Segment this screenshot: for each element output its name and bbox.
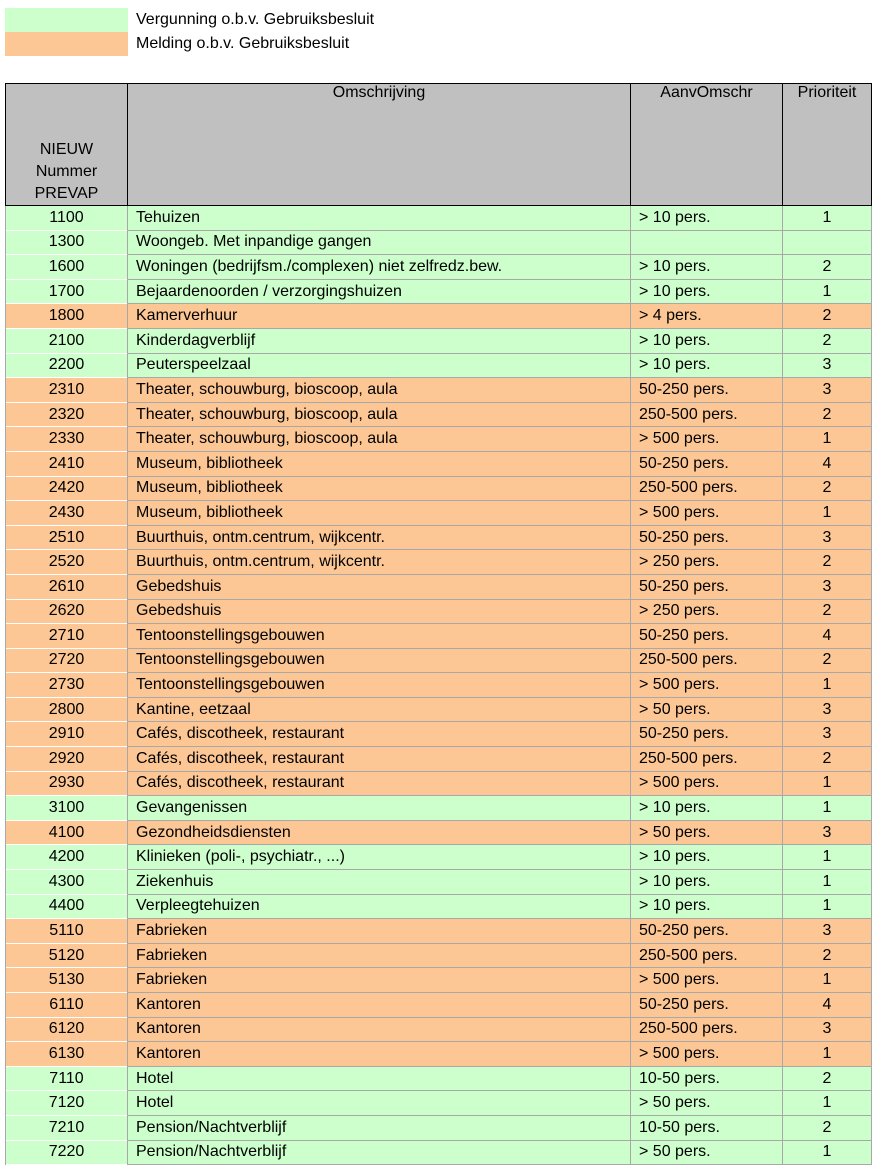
cell-nummer: 7210: [6, 1115, 128, 1140]
legend-row-melding: [5, 32, 374, 56]
cell-omschrijving: Woongeb. Met inpandige gangen: [128, 230, 631, 255]
cell-aanvomschr: > 50 pers.: [631, 1140, 783, 1165]
cell-prioriteit: 2: [783, 255, 872, 280]
cell-omschrijving: Peuterspeelzaal: [128, 353, 631, 378]
cell-prioriteit: 1: [783, 673, 872, 698]
cell-aanvomschr: > 10 pers.: [631, 279, 783, 304]
cell-prioriteit: 3: [783, 820, 872, 845]
cell-prioriteit: 3: [783, 919, 872, 944]
cell-omschrijving: Gebedshuis: [128, 599, 631, 624]
cell-omschrijving: Buurthuis, ontm.centrum, wijkcentr.: [128, 550, 631, 575]
cell-nummer: 2410: [6, 451, 128, 476]
header-nummer: [6, 84, 128, 206]
table-row: [6, 550, 872, 575]
cell-omschrijving: Kantoren: [128, 993, 631, 1018]
cell-nummer: 5110: [6, 919, 128, 944]
cell-aanvomschr: > 250 pers.: [631, 599, 783, 624]
table-row: [6, 820, 872, 845]
cell-prioriteit: 3: [783, 525, 872, 550]
cell-nummer: 2910: [6, 722, 128, 747]
cell-prioriteit: 3: [783, 574, 872, 599]
cell-prioriteit: 2: [783, 328, 872, 353]
cell-nummer: 1800: [6, 304, 128, 329]
cell-nummer: 4200: [6, 845, 128, 870]
cell-nummer: 2710: [6, 624, 128, 649]
cell-omschrijving: Gezondheidsdiensten: [128, 820, 631, 845]
cell-aanvomschr: > 50 pers.: [631, 697, 783, 722]
table-row: [6, 599, 872, 624]
cell-nummer: 6120: [6, 1017, 128, 1042]
cell-prioriteit: [783, 230, 872, 255]
table-row: [6, 968, 872, 993]
cell-aanvomschr: > 10 pers.: [631, 255, 783, 280]
cell-aanvomschr: 250-500 pers.: [631, 747, 783, 772]
cell-prioriteit: 2: [783, 599, 872, 624]
cell-omschrijving: Kamerverhuur: [128, 304, 631, 329]
table-row: [6, 402, 872, 427]
cell-omschrijving: Tentoonstellingsgebouwen: [128, 624, 631, 649]
cell-prioriteit: 3: [783, 378, 872, 403]
cell-prioriteit: 2: [783, 747, 872, 772]
table-row: [6, 673, 872, 698]
cell-prioriteit: 3: [783, 353, 872, 378]
table-row: [6, 574, 872, 599]
cell-aanvomschr: 250-500 pers.: [631, 648, 783, 673]
cell-omschrijving: Kantine, eetzaal: [128, 697, 631, 722]
cell-prioriteit: 1: [783, 206, 872, 231]
table-row: [6, 378, 872, 403]
cell-omschrijving: Tentoonstellingsgebouwen: [128, 673, 631, 698]
cell-prioriteit: 2: [783, 550, 872, 575]
table-row: [6, 206, 872, 231]
cell-omschrijving: Verpleegtehuizen: [128, 894, 631, 919]
cell-omschrijving: Fabrieken: [128, 943, 631, 968]
cell-aanvomschr: 250-500 pers.: [631, 943, 783, 968]
header-nummer-line1: NIEUW: [39, 141, 94, 158]
cell-aanvomschr: 10-50 pers.: [631, 1115, 783, 1140]
table-row: [6, 328, 872, 353]
cell-prioriteit: 1: [783, 1140, 872, 1165]
table-row: [6, 1140, 872, 1165]
cell-aanvomschr: > 10 pers.: [631, 796, 783, 821]
cell-omschrijving: Cafés, discotheek, restaurant: [128, 771, 631, 796]
cell-omschrijving: Theater, schouwburg, bioscoop, aula: [128, 427, 631, 452]
table-row: [6, 451, 872, 476]
cell-prioriteit: 1: [783, 427, 872, 452]
cell-prioriteit: 1: [783, 870, 872, 895]
cell-nummer: 6110: [6, 993, 128, 1018]
cell-omschrijving: Bejaardenoorden / verzorgingshuizen: [128, 279, 631, 304]
table-row: [6, 1115, 872, 1140]
table-row: [6, 476, 872, 501]
table-row: [6, 845, 872, 870]
cell-omschrijving: Klinieken (poli-, psychiatr., ...): [128, 845, 631, 870]
cell-omschrijving: Museum, bibliotheek: [128, 451, 631, 476]
cell-omschrijving: Ziekenhuis: [128, 870, 631, 895]
cell-nummer: 2930: [6, 771, 128, 796]
cell-prioriteit: 1: [783, 501, 872, 526]
table-row: [6, 993, 872, 1018]
cell-nummer: 7220: [6, 1140, 128, 1165]
cell-omschrijving: Museum, bibliotheek: [128, 501, 631, 526]
legend: [5, 8, 374, 56]
cell-aanvomschr: 50-250 pers.: [631, 574, 783, 599]
cell-aanvomschr: 50-250 pers.: [631, 919, 783, 944]
cell-prioriteit: 4: [783, 451, 872, 476]
cell-prioriteit: 4: [783, 624, 872, 649]
table-row: [6, 353, 872, 378]
cell-omschrijving: Woningen (bedrijfsm./complexen) niet zelfredz.bew.: [128, 255, 631, 280]
cell-prioriteit: 2: [783, 1066, 872, 1091]
cell-omschrijving: Hotel: [128, 1091, 631, 1116]
cell-nummer: 2200: [6, 353, 128, 378]
cell-omschrijving: Museum, bibliotheek: [128, 476, 631, 501]
cell-omschrijving: Kantoren: [128, 1017, 631, 1042]
table-row: [6, 722, 872, 747]
cell-aanvomschr: 250-500 pers.: [631, 476, 783, 501]
header-prioriteit: Prioriteit: [783, 84, 872, 206]
table-row: [6, 870, 872, 895]
legend-swatch-vergunning: [5, 8, 128, 32]
legend-label-vergunning: Vergunning o.b.v. Gebruiksbesluit: [136, 11, 375, 28]
legend-swatch-melding: [5, 32, 128, 56]
table-row: [6, 501, 872, 526]
cell-aanvomschr: > 10 pers.: [631, 353, 783, 378]
table-row: [6, 1066, 872, 1091]
cell-nummer: 4100: [6, 820, 128, 845]
cell-nummer: 7110: [6, 1066, 128, 1091]
table-row: [6, 427, 872, 452]
cell-nummer: 5120: [6, 943, 128, 968]
legend-label-melding: Melding o.b.v. Gebruiksbesluit: [136, 35, 350, 52]
header-nummer-line3: PREVAP: [34, 185, 99, 202]
cell-aanvomschr: > 500 pers.: [631, 1042, 783, 1067]
cell-aanvomschr: 250-500 pers.: [631, 402, 783, 427]
cell-prioriteit: 3: [783, 697, 872, 722]
cell-prioriteit: 2: [783, 304, 872, 329]
cell-aanvomschr: 10-50 pers.: [631, 1066, 783, 1091]
cell-omschrijving: Cafés, discotheek, restaurant: [128, 722, 631, 747]
cell-omschrijving: Theater, schouwburg, bioscoop, aula: [128, 402, 631, 427]
cell-prioriteit: 2: [783, 1115, 872, 1140]
cell-nummer: 2320: [6, 402, 128, 427]
cell-omschrijving: Kinderdagverblijf: [128, 328, 631, 353]
cell-nummer: 5130: [6, 968, 128, 993]
cell-prioriteit: 4: [783, 993, 872, 1018]
table-row: [6, 279, 872, 304]
cell-aanvomschr: 50-250 pers.: [631, 624, 783, 649]
legend-row-vergunning: [5, 8, 374, 32]
cell-nummer: 2620: [6, 599, 128, 624]
cell-aanvomschr: > 500 pers.: [631, 673, 783, 698]
prevap-table: [5, 83, 872, 1165]
cell-nummer: 2610: [6, 574, 128, 599]
cell-nummer: 2420: [6, 476, 128, 501]
cell-aanvomschr: > 500 pers.: [631, 968, 783, 993]
cell-prioriteit: 1: [783, 796, 872, 821]
cell-prioriteit: 3: [783, 1017, 872, 1042]
cell-aanvomschr: 50-250 pers.: [631, 378, 783, 403]
cell-aanvomschr: 50-250 pers.: [631, 525, 783, 550]
table-row: [6, 943, 872, 968]
cell-omschrijving: Fabrieken: [128, 919, 631, 944]
cell-prioriteit: 2: [783, 402, 872, 427]
cell-prioriteit: 2: [783, 943, 872, 968]
table-row: [6, 230, 872, 255]
cell-nummer: 2430: [6, 501, 128, 526]
cell-omschrijving: Pension/Nachtverblijf: [128, 1115, 631, 1140]
cell-nummer: 7120: [6, 1091, 128, 1116]
cell-aanvomschr: > 4 pers.: [631, 304, 783, 329]
cell-aanvomschr: 250-500 pers.: [631, 1017, 783, 1042]
cell-nummer: 2510: [6, 525, 128, 550]
header-omschrijving: Omschrijving: [128, 84, 631, 206]
cell-omschrijving: Tehuizen: [128, 206, 631, 231]
table-row: [6, 697, 872, 722]
cell-nummer: 1700: [6, 279, 128, 304]
cell-aanvomschr: 50-250 pers.: [631, 993, 783, 1018]
cell-nummer: 2100: [6, 328, 128, 353]
cell-aanvomschr: > 10 pers.: [631, 894, 783, 919]
table-body: [6, 206, 872, 1165]
cell-prioriteit: 2: [783, 476, 872, 501]
cell-aanvomschr: 50-250 pers.: [631, 722, 783, 747]
table-row: [6, 894, 872, 919]
cell-nummer: 6130: [6, 1042, 128, 1067]
table-header-row: [6, 84, 872, 206]
cell-aanvomschr: > 10 pers.: [631, 845, 783, 870]
table-row: [6, 304, 872, 329]
cell-nummer: 2730: [6, 673, 128, 698]
cell-aanvomschr: > 500 pers.: [631, 771, 783, 796]
table-row: [6, 1017, 872, 1042]
cell-nummer: 1300: [6, 230, 128, 255]
cell-omschrijving: Cafés, discotheek, restaurant: [128, 747, 631, 772]
cell-omschrijving: Gebedshuis: [128, 574, 631, 599]
cell-aanvomschr: > 50 pers.: [631, 1091, 783, 1116]
cell-aanvomschr: > 250 pers.: [631, 550, 783, 575]
cell-prioriteit: 1: [783, 771, 872, 796]
table-row: [6, 648, 872, 673]
cell-aanvomschr: > 500 pers.: [631, 427, 783, 452]
cell-aanvomschr: > 10 pers.: [631, 328, 783, 353]
cell-nummer: 1100: [6, 206, 128, 231]
cell-omschrijving: Kantoren: [128, 1042, 631, 1067]
cell-prioriteit: 1: [783, 845, 872, 870]
cell-nummer: 2520: [6, 550, 128, 575]
cell-nummer: 3100: [6, 796, 128, 821]
table-row: [6, 796, 872, 821]
table-row: [6, 771, 872, 796]
cell-nummer: 4300: [6, 870, 128, 895]
cell-prioriteit: 1: [783, 279, 872, 304]
cell-aanvomschr: > 50 pers.: [631, 820, 783, 845]
table-row: [6, 1042, 872, 1067]
cell-omschrijving: Theater, schouwburg, bioscoop, aula: [128, 378, 631, 403]
table-row: [6, 255, 872, 280]
cell-omschrijving: Hotel: [128, 1066, 631, 1091]
cell-prioriteit: 3: [783, 722, 872, 747]
cell-aanvomschr: 50-250 pers.: [631, 451, 783, 476]
table-row: [6, 525, 872, 550]
table-row: [6, 1091, 872, 1116]
cell-nummer: 2800: [6, 697, 128, 722]
cell-nummer: 2310: [6, 378, 128, 403]
cell-nummer: 4400: [6, 894, 128, 919]
cell-nummer: 2920: [6, 747, 128, 772]
cell-prioriteit: 1: [783, 1042, 872, 1067]
cell-omschrijving: Pension/Nachtverblijf: [128, 1140, 631, 1165]
cell-omschrijving: Buurthuis, ontm.centrum, wijkcentr.: [128, 525, 631, 550]
header-aanvomschr: AanvOmschr: [631, 84, 783, 206]
cell-aanvomschr: [631, 230, 783, 255]
cell-prioriteit: 1: [783, 894, 872, 919]
table-row: [6, 919, 872, 944]
cell-aanvomschr: > 500 pers.: [631, 501, 783, 526]
cell-prioriteit: 1: [783, 968, 872, 993]
header-nummer-line2: Nummer: [35, 163, 98, 180]
cell-aanvomschr: > 10 pers.: [631, 870, 783, 895]
cell-omschrijving: Gevangenissen: [128, 796, 631, 821]
table-row: [6, 747, 872, 772]
table-row: [6, 624, 872, 649]
cell-omschrijving: Tentoonstellingsgebouwen: [128, 648, 631, 673]
cell-omschrijving: Fabrieken: [128, 968, 631, 993]
cell-nummer: 1600: [6, 255, 128, 280]
cell-prioriteit: 2: [783, 648, 872, 673]
cell-nummer: 2720: [6, 648, 128, 673]
cell-aanvomschr: > 10 pers.: [631, 206, 783, 231]
cell-nummer: 2330: [6, 427, 128, 452]
cell-prioriteit: 1: [783, 1091, 872, 1116]
